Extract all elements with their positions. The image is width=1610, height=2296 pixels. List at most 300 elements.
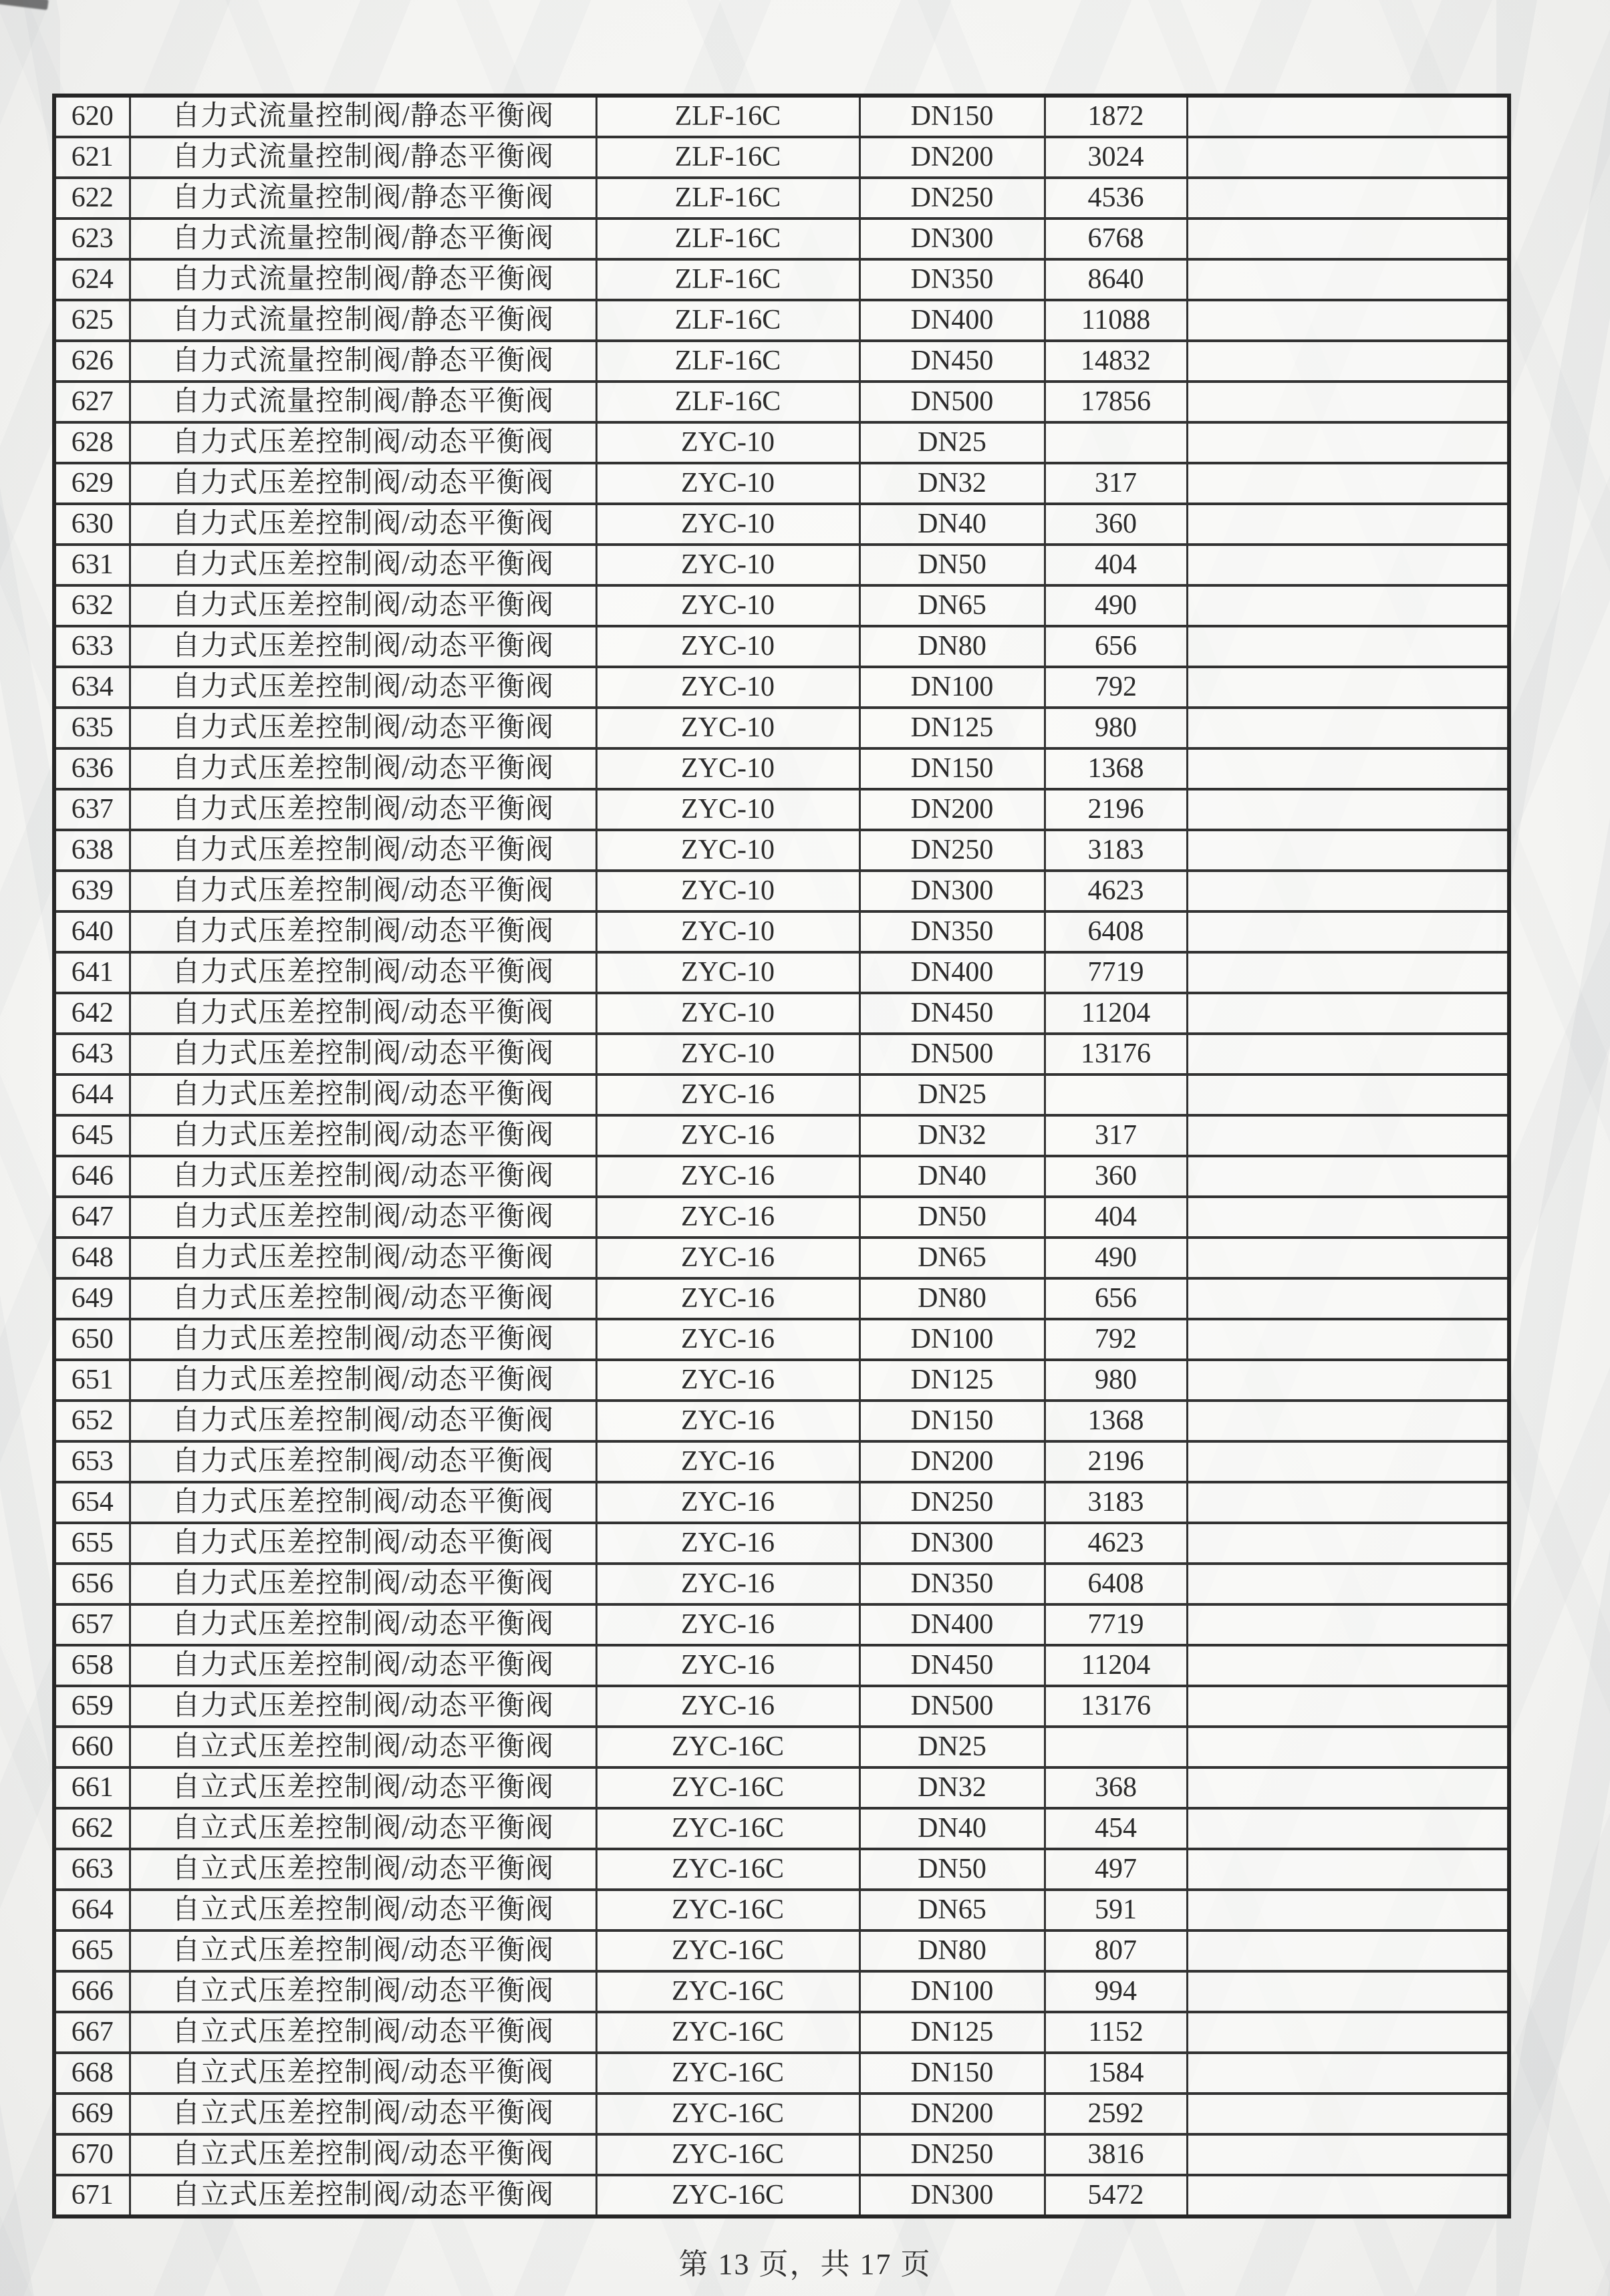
product-name-cell: 自力式压差控制阀/动态平衡阀 <box>130 748 596 789</box>
table-row <box>54 1930 1509 1971</box>
product-name-cell: 自力式压差控制阀/动态平衡阀 <box>130 993 596 1034</box>
model-cell: ZYC-16 <box>596 1115 859 1156</box>
size-cell: DN25 <box>859 1074 1045 1115</box>
note-cell <box>1187 1890 1509 1930</box>
product-name-cell: 自力式流量控制阀/静态平衡阀 <box>130 300 596 341</box>
note-cell <box>1187 545 1509 585</box>
price-cell <box>1045 422 1187 463</box>
table-row <box>54 748 1509 789</box>
size-cell: DN32 <box>859 1115 1045 1156</box>
row-number-cell: 622 <box>54 178 130 219</box>
model-cell: ZYC-16C <box>596 1727 859 1767</box>
table-row <box>54 1686 1509 1727</box>
row-number-cell: 628 <box>54 422 130 463</box>
row-number-cell: 654 <box>54 1482 130 1523</box>
product-name-cell: 自力式压差控制阀/动态平衡阀 <box>130 911 596 952</box>
table-row <box>54 1441 1509 1482</box>
size-cell: DN200 <box>859 2094 1045 2134</box>
price-cell: 11204 <box>1045 993 1187 1034</box>
model-cell: ZYC-16 <box>596 1686 859 1727</box>
row-number-cell: 637 <box>54 789 130 830</box>
product-name-cell: 自立式压差控制阀/动态平衡阀 <box>130 1971 596 2012</box>
note-cell <box>1187 911 1509 952</box>
note-cell <box>1187 585 1509 626</box>
model-cell: ZYC-10 <box>596 830 859 871</box>
size-cell: DN40 <box>859 504 1045 545</box>
note-cell <box>1187 1156 1509 1197</box>
row-number-cell: 662 <box>54 1808 130 1849</box>
note-cell <box>1187 259 1509 300</box>
note-cell <box>1187 1238 1509 1278</box>
table-row <box>54 1319 1509 1360</box>
size-cell: DN150 <box>859 96 1045 137</box>
row-number-cell: 669 <box>54 2094 130 2134</box>
price-cell: 317 <box>1045 463 1187 504</box>
row-number-cell: 625 <box>54 300 130 341</box>
scan-streaks-right <box>1496 0 1610 2296</box>
table-row <box>54 219 1509 259</box>
row-number-cell: 668 <box>54 2053 130 2094</box>
row-number-cell: 641 <box>54 952 130 993</box>
price-cell: 1368 <box>1045 748 1187 789</box>
product-name-cell: 自力式压差控制阀/动态平衡阀 <box>130 667 596 708</box>
price-cell: 404 <box>1045 545 1187 585</box>
table-row <box>54 96 1509 137</box>
size-cell: DN40 <box>859 1808 1045 1849</box>
note-cell <box>1187 2134 1509 2175</box>
product-name-cell: 自力式流量控制阀/静态平衡阀 <box>130 178 596 219</box>
price-cell: 2196 <box>1045 1441 1187 1482</box>
price-table-body <box>54 96 1509 2216</box>
model-cell: ZYC-10 <box>596 789 859 830</box>
table-row <box>54 585 1509 626</box>
price-cell: 1872 <box>1045 96 1187 137</box>
note-cell <box>1187 1034 1509 1074</box>
model-cell: ZLF-16C <box>596 259 859 300</box>
table-row <box>54 667 1509 708</box>
note-cell <box>1187 1767 1509 1808</box>
product-name-cell: 自力式压差控制阀/动态平衡阀 <box>130 463 596 504</box>
price-cell: 17856 <box>1045 382 1187 422</box>
table-row <box>54 1523 1509 1564</box>
note-cell <box>1187 1686 1509 1727</box>
size-cell: DN25 <box>859 422 1045 463</box>
note-cell <box>1187 219 1509 259</box>
product-name-cell: 自力式压差控制阀/动态平衡阀 <box>130 1278 596 1319</box>
table-row <box>54 2134 1509 2175</box>
price-cell: 4623 <box>1045 871 1187 911</box>
row-number-cell: 626 <box>54 341 130 382</box>
table-row <box>54 1074 1509 1115</box>
size-cell: DN250 <box>859 2134 1045 2175</box>
scan-streaks-left <box>0 0 60 2296</box>
size-cell: DN300 <box>859 219 1045 259</box>
product-name-cell: 自力式压差控制阀/动态平衡阀 <box>130 1319 596 1360</box>
note-cell <box>1187 1074 1509 1115</box>
row-number-cell: 635 <box>54 708 130 748</box>
row-number-cell: 644 <box>54 1074 130 1115</box>
table-row <box>54 1767 1509 1808</box>
model-cell: ZYC-16C <box>596 2094 859 2134</box>
row-number-cell: 621 <box>54 137 130 178</box>
note-cell <box>1187 178 1509 219</box>
size-cell: DN25 <box>859 1727 1045 1767</box>
size-cell: DN50 <box>859 1849 1045 1890</box>
price-cell: 404 <box>1045 1197 1187 1238</box>
size-cell: DN80 <box>859 1930 1045 1971</box>
size-cell: DN200 <box>859 1441 1045 1482</box>
product-name-cell: 自力式流量控制阀/静态平衡阀 <box>130 137 596 178</box>
size-cell: DN80 <box>859 626 1045 667</box>
size-cell: DN50 <box>859 1197 1045 1238</box>
row-number-cell: 632 <box>54 585 130 626</box>
model-cell: ZYC-10 <box>596 1034 859 1074</box>
table-row <box>54 1197 1509 1238</box>
row-number-cell: 656 <box>54 1564 130 1604</box>
table-row <box>54 708 1509 748</box>
size-cell: DN65 <box>859 585 1045 626</box>
price-cell: 980 <box>1045 1360 1187 1401</box>
note-cell <box>1187 1115 1509 1156</box>
size-cell: DN32 <box>859 1767 1045 1808</box>
model-cell: ZLF-16C <box>596 300 859 341</box>
product-name-cell: 自力式压差控制阀/动态平衡阀 <box>130 585 596 626</box>
scan-edge-artifact <box>0 0 49 10</box>
model-cell: ZYC-10 <box>596 626 859 667</box>
price-cell: 2196 <box>1045 789 1187 830</box>
table-row <box>54 1564 1509 1604</box>
price-cell: 792 <box>1045 1319 1187 1360</box>
size-cell: DN100 <box>859 1971 1045 2012</box>
note-cell <box>1187 1482 1509 1523</box>
price-cell: 11088 <box>1045 300 1187 341</box>
table-row <box>54 300 1509 341</box>
size-cell: DN400 <box>859 300 1045 341</box>
model-cell: ZYC-10 <box>596 504 859 545</box>
product-name-cell: 自立式压差控制阀/动态平衡阀 <box>130 1930 596 1971</box>
table-row <box>54 871 1509 911</box>
size-cell: DN500 <box>859 1686 1045 1727</box>
row-number-cell: 651 <box>54 1360 130 1401</box>
product-name-cell: 自立式压差控制阀/动态平衡阀 <box>130 2175 596 2216</box>
price-cell: 13176 <box>1045 1686 1187 1727</box>
model-cell: ZYC-16C <box>596 2134 859 2175</box>
note-cell <box>1187 1808 1509 1849</box>
product-name-cell: 自立式压差控制阀/动态平衡阀 <box>130 2012 596 2053</box>
size-cell: DN350 <box>859 259 1045 300</box>
size-cell: DN450 <box>859 1645 1045 1686</box>
row-number-cell: 649 <box>54 1278 130 1319</box>
product-name-cell: 自力式压差控制阀/动态平衡阀 <box>130 1564 596 1604</box>
product-name-cell: 自力式压差控制阀/动态平衡阀 <box>130 504 596 545</box>
table-row <box>54 789 1509 830</box>
table-row <box>54 1645 1509 1686</box>
product-name-cell: 自立式压差控制阀/动态平衡阀 <box>130 1849 596 1890</box>
table-row <box>54 1034 1509 1074</box>
size-cell: DN40 <box>859 1156 1045 1197</box>
note-cell <box>1187 341 1509 382</box>
model-cell: ZYC-16 <box>596 1197 859 1238</box>
price-cell: 4623 <box>1045 1523 1187 1564</box>
table-row <box>54 1238 1509 1278</box>
table-row <box>54 911 1509 952</box>
product-name-cell: 自力式压差控制阀/动态平衡阀 <box>130 626 596 667</box>
row-number-cell: 658 <box>54 1645 130 1686</box>
size-cell: DN125 <box>859 708 1045 748</box>
table-row <box>54 1727 1509 1767</box>
table-row <box>54 1482 1509 1523</box>
note-cell <box>1187 993 1509 1034</box>
price-cell: 1368 <box>1045 1401 1187 1441</box>
size-cell: DN250 <box>859 178 1045 219</box>
product-name-cell: 自立式压差控制阀/动态平衡阀 <box>130 2094 596 2134</box>
note-cell <box>1187 626 1509 667</box>
table-row <box>54 1115 1509 1156</box>
price-cell: 656 <box>1045 626 1187 667</box>
model-cell: ZYC-16 <box>596 1360 859 1401</box>
table-row <box>54 504 1509 545</box>
note-cell <box>1187 1401 1509 1441</box>
note-cell <box>1187 300 1509 341</box>
note-cell <box>1187 2094 1509 2134</box>
row-number-cell: 624 <box>54 259 130 300</box>
table-row <box>54 1278 1509 1319</box>
product-name-cell: 自立式压差控制阀/动态平衡阀 <box>130 1727 596 1767</box>
product-name-cell: 自力式压差控制阀/动态平衡阀 <box>130 1604 596 1645</box>
product-name-cell: 自力式压差控制阀/动态平衡阀 <box>130 422 596 463</box>
note-cell <box>1187 952 1509 993</box>
model-cell: ZYC-10 <box>596 911 859 952</box>
note-cell <box>1187 2012 1509 2053</box>
note-cell <box>1187 748 1509 789</box>
price-cell: 1152 <box>1045 2012 1187 2053</box>
size-cell: DN200 <box>859 789 1045 830</box>
size-cell: DN150 <box>859 1401 1045 1441</box>
price-cell: 3024 <box>1045 137 1187 178</box>
size-cell: DN125 <box>859 1360 1045 1401</box>
page-footer: 第 13 页，共 17 页 <box>678 2248 932 2281</box>
price-cell: 13176 <box>1045 1034 1187 1074</box>
product-name-cell: 自力式流量控制阀/静态平衡阀 <box>130 96 596 137</box>
model-cell: ZYC-16 <box>596 1441 859 1482</box>
note-cell <box>1187 1645 1509 1686</box>
row-number-cell: 627 <box>54 382 130 422</box>
price-cell: 6768 <box>1045 219 1187 259</box>
size-cell: DN80 <box>859 1278 1045 1319</box>
model-cell: ZYC-16 <box>596 1523 859 1564</box>
note-cell <box>1187 2053 1509 2094</box>
note-cell <box>1187 1441 1509 1482</box>
note-cell <box>1187 1197 1509 1238</box>
row-number-cell: 634 <box>54 667 130 708</box>
price-cell: 7719 <box>1045 1604 1187 1645</box>
size-cell: DN250 <box>859 830 1045 871</box>
product-name-cell: 自力式压差控制阀/动态平衡阀 <box>130 1645 596 1686</box>
table-row <box>54 1360 1509 1401</box>
price-cell: 8640 <box>1045 259 1187 300</box>
price-cell <box>1045 1074 1187 1115</box>
table-row <box>54 952 1509 993</box>
row-number-cell: 665 <box>54 1930 130 1971</box>
size-cell: DN450 <box>859 993 1045 1034</box>
price-cell: 7719 <box>1045 952 1187 993</box>
row-number-cell: 648 <box>54 1238 130 1278</box>
price-cell: 360 <box>1045 504 1187 545</box>
note-cell <box>1187 463 1509 504</box>
row-number-cell: 657 <box>54 1604 130 1645</box>
product-name-cell: 自力式压差控制阀/动态平衡阀 <box>130 789 596 830</box>
table-row <box>54 382 1509 422</box>
product-name-cell: 自力式压差控制阀/动态平衡阀 <box>130 1482 596 1523</box>
product-name-cell: 自力式流量控制阀/静态平衡阀 <box>130 259 596 300</box>
size-cell: DN200 <box>859 137 1045 178</box>
size-cell: DN65 <box>859 1238 1045 1278</box>
price-cell: 14832 <box>1045 341 1187 382</box>
product-name-cell: 自力式压差控制阀/动态平衡阀 <box>130 1523 596 1564</box>
row-number-cell: 652 <box>54 1401 130 1441</box>
product-name-cell: 自力式压差控制阀/动态平衡阀 <box>130 1360 596 1401</box>
product-name-cell: 自立式压差控制阀/动态平衡阀 <box>130 2053 596 2094</box>
row-number-cell: 640 <box>54 911 130 952</box>
price-cell: 6408 <box>1045 1564 1187 1604</box>
model-cell: ZYC-16C <box>596 2175 859 2216</box>
table-row <box>54 1849 1509 1890</box>
product-name-cell: 自力式压差控制阀/动态平衡阀 <box>130 952 596 993</box>
model-cell: ZYC-16 <box>596 1564 859 1604</box>
price-cell: 591 <box>1045 1890 1187 1930</box>
size-cell: DN50 <box>859 545 1045 585</box>
note-cell <box>1187 830 1509 871</box>
note-cell <box>1187 382 1509 422</box>
row-number-cell: 623 <box>54 219 130 259</box>
size-cell: DN65 <box>859 1890 1045 1930</box>
product-name-cell: 自力式流量控制阀/静态平衡阀 <box>130 382 596 422</box>
model-cell: ZYC-16C <box>596 1930 859 1971</box>
size-cell: DN300 <box>859 1523 1045 1564</box>
row-number-cell: 636 <box>54 748 130 789</box>
product-name-cell: 自力式压差控制阀/动态平衡阀 <box>130 1401 596 1441</box>
model-cell: ZLF-16C <box>596 178 859 219</box>
price-cell: 994 <box>1045 1971 1187 2012</box>
price-cell: 3183 <box>1045 1482 1187 1523</box>
table-row <box>54 341 1509 382</box>
price-cell <box>1045 1727 1187 1767</box>
price-cell: 656 <box>1045 1278 1187 1319</box>
product-name-cell: 自力式压差控制阀/动态平衡阀 <box>130 830 596 871</box>
size-cell: DN350 <box>859 911 1045 952</box>
table-row <box>54 1808 1509 1849</box>
size-cell: DN500 <box>859 1034 1045 1074</box>
table-row <box>54 422 1509 463</box>
model-cell: ZYC-16C <box>596 2012 859 2053</box>
note-cell <box>1187 504 1509 545</box>
model-cell: ZYC-16 <box>596 1482 859 1523</box>
note-cell <box>1187 789 1509 830</box>
table-row <box>54 1890 1509 1930</box>
row-number-cell: 645 <box>54 1115 130 1156</box>
price-cell: 6408 <box>1045 911 1187 952</box>
product-name-cell: 自力式压差控制阀/动态平衡阀 <box>130 545 596 585</box>
size-cell: DN300 <box>859 871 1045 911</box>
note-cell <box>1187 1564 1509 1604</box>
product-name-cell: 自立式压差控制阀/动态平衡阀 <box>130 1767 596 1808</box>
model-cell: ZYC-16 <box>596 1604 859 1645</box>
row-number-cell: 671 <box>54 2175 130 2216</box>
note-cell <box>1187 1278 1509 1319</box>
row-number-cell: 642 <box>54 993 130 1034</box>
model-cell: ZYC-10 <box>596 422 859 463</box>
size-cell: DN500 <box>859 382 1045 422</box>
model-cell: ZLF-16C <box>596 382 859 422</box>
table-row <box>54 1971 1509 2012</box>
price-cell: 980 <box>1045 708 1187 748</box>
row-number-cell: 664 <box>54 1890 130 1930</box>
note-cell <box>1187 1319 1509 1360</box>
row-number-cell: 646 <box>54 1156 130 1197</box>
product-name-cell: 自力式压差控制阀/动态平衡阀 <box>130 1115 596 1156</box>
row-number-cell: 639 <box>54 871 130 911</box>
model-cell: ZLF-16C <box>596 341 859 382</box>
price-cell: 490 <box>1045 1238 1187 1278</box>
row-number-cell: 633 <box>54 626 130 667</box>
model-cell: ZYC-10 <box>596 667 859 708</box>
table-row <box>54 1156 1509 1197</box>
note-cell <box>1187 1849 1509 1890</box>
price-cell: 3183 <box>1045 830 1187 871</box>
note-cell <box>1187 1971 1509 2012</box>
row-number-cell: 630 <box>54 504 130 545</box>
size-cell: DN350 <box>859 1564 1045 1604</box>
row-number-cell: 638 <box>54 830 130 871</box>
price-cell: 490 <box>1045 585 1187 626</box>
price-table <box>52 94 1511 2218</box>
table-row <box>54 1401 1509 1441</box>
table-row <box>54 178 1509 219</box>
table-row <box>54 830 1509 871</box>
row-number-cell: 666 <box>54 1971 130 2012</box>
note-cell <box>1187 1930 1509 1971</box>
row-number-cell: 650 <box>54 1319 130 1360</box>
model-cell: ZLF-16C <box>596 96 859 137</box>
row-number-cell: 659 <box>54 1686 130 1727</box>
product-name-cell: 自力式压差控制阀/动态平衡阀 <box>130 1686 596 1727</box>
row-number-cell: 661 <box>54 1767 130 1808</box>
model-cell: ZYC-10 <box>596 545 859 585</box>
price-cell: 368 <box>1045 1767 1187 1808</box>
note-cell <box>1187 1604 1509 1645</box>
model-cell: ZYC-16C <box>596 2053 859 2094</box>
model-cell: ZYC-10 <box>596 952 859 993</box>
price-cell: 497 <box>1045 1849 1187 1890</box>
table-row <box>54 137 1509 178</box>
model-cell: ZYC-10 <box>596 993 859 1034</box>
model-cell: ZYC-16 <box>596 1645 859 1686</box>
row-number-cell: 670 <box>54 2134 130 2175</box>
product-name-cell: 自力式压差控制阀/动态平衡阀 <box>130 871 596 911</box>
model-cell: ZYC-16C <box>596 1808 859 1849</box>
table-row <box>54 2053 1509 2094</box>
table-row <box>54 545 1509 585</box>
note-cell <box>1187 422 1509 463</box>
price-cell: 11204 <box>1045 1645 1187 1686</box>
model-cell: ZYC-16 <box>596 1238 859 1278</box>
size-cell: DN32 <box>859 463 1045 504</box>
note-cell <box>1187 2175 1509 2216</box>
model-cell: ZYC-16C <box>596 1849 859 1890</box>
row-number-cell: 631 <box>54 545 130 585</box>
size-cell: DN400 <box>859 1604 1045 1645</box>
model-cell: ZYC-16C <box>596 1890 859 1930</box>
